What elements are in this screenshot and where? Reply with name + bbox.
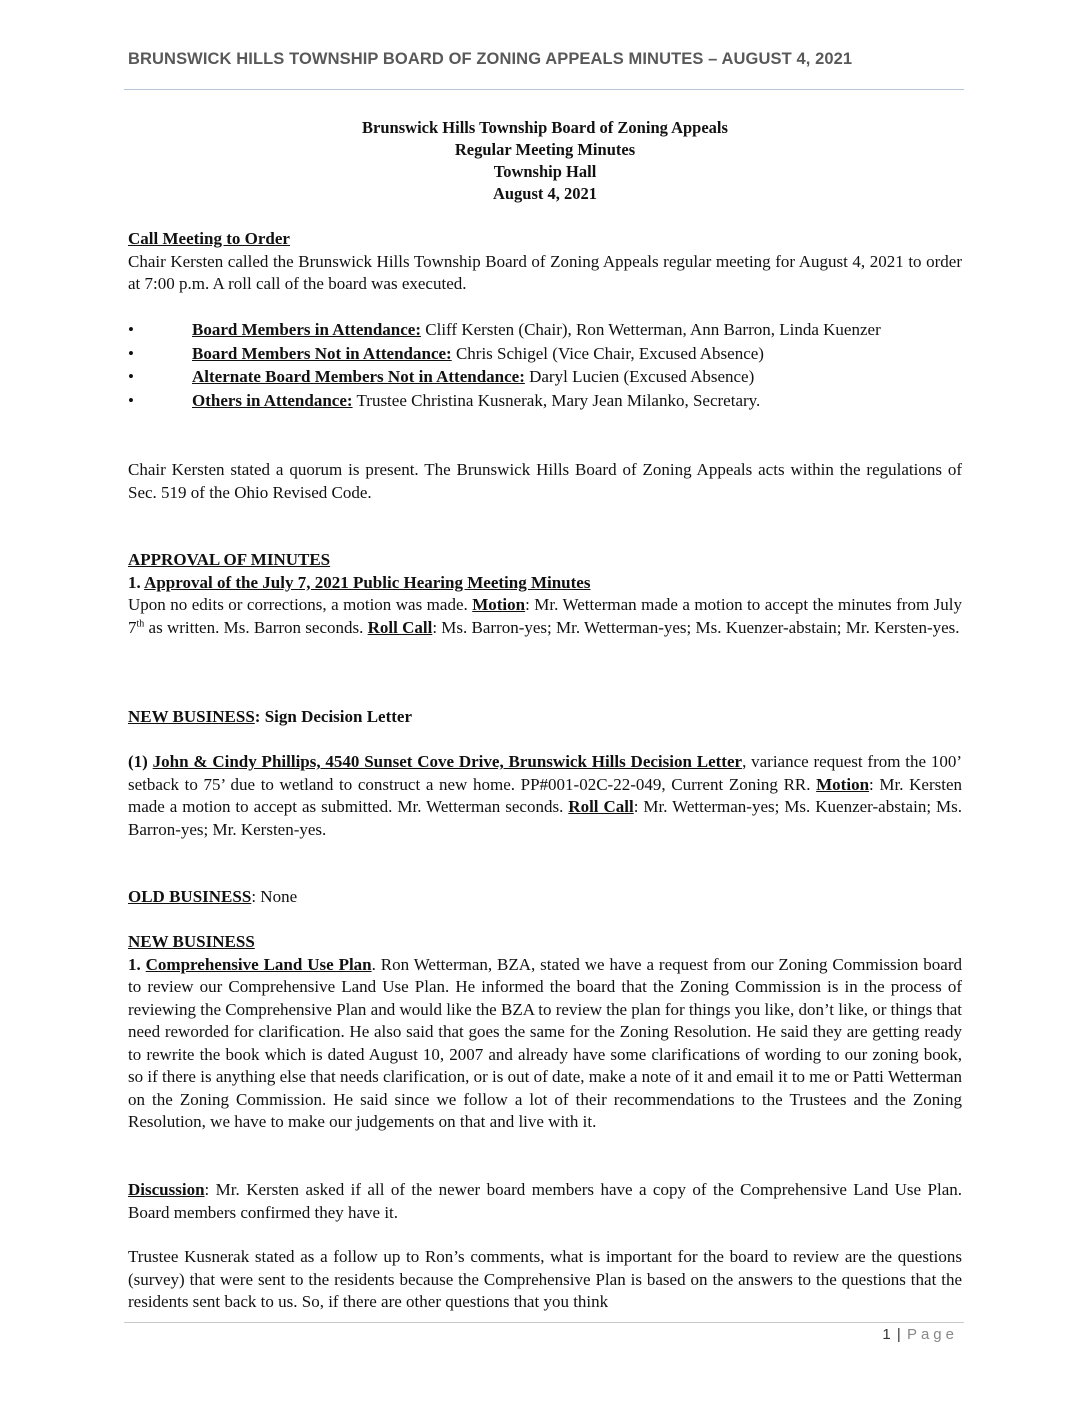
attendance-label: Board Members in Attendance: [192, 320, 422, 339]
trustee-paragraph: Trustee Kusnerak stated as a follow up to Ron’s comments, what is important for the board to review are the questions (survey) that were sent to the residents because the Comprehensive Plan is based on the answers to the questions that the residents sent back to us. So, if there are other questions that you think [128, 1247, 962, 1311]
ordinal-suffix: th [136, 617, 145, 629]
old-business-heading: OLD BUSINESS [128, 887, 252, 906]
new-business-heading: NEW BUSINESS [128, 932, 255, 951]
new-business-section [128, 931, 962, 1134]
page-label: Page [906, 1326, 958, 1343]
decision-text-3: : Mr. Wetterman-yes; Ms. Kuenzer-abstain; Ms. Barron-yes; Mr. Kersten-yes. [128, 797, 962, 839]
approval-section [128, 549, 962, 639]
title-line-4: August 4, 2021 [492, 184, 598, 203]
decision-letter-paragraph [128, 751, 962, 841]
call-to-order-text: Chair Kersten called the Brunswick Hills Township Board of Zoning Appeals regular meeting for August 4, 2021 to order at 7:00 p.m. A roll call of the board was executed. [128, 251, 962, 293]
title-line-3: Township Hall [493, 162, 597, 181]
attendance-item [128, 343, 962, 366]
old-business-text: : None [251, 887, 298, 906]
motion-label: Motion [472, 595, 526, 614]
motion-label: Motion [816, 774, 870, 794]
old-business-section [128, 886, 962, 909]
page-footer [882, 1326, 958, 1343]
page-header: BRUNSWICK HILLS TOWNSHIP BOARD OF ZONING APPEALS MINUTES – AUGUST 4, 2021 [128, 50, 853, 68]
new-business-sign-label: NEW BUSINESS [128, 707, 255, 726]
decision-item-title: John & Cindy Phillips, 4540 Sunset Cove Drive, Brunswick Hills Decision Letter [152, 752, 743, 771]
roll-call-label: Roll Call [367, 617, 433, 637]
attendance-label: Others in Attendance: [192, 390, 353, 410]
approval-heading: APPROVAL OF MINUTES [128, 550, 331, 569]
land-use-paragraph [128, 954, 962, 1134]
discussion-label: Discussion [128, 1180, 205, 1199]
title-line-1: Brunswick Hills Township Board of Zoning Appeals [362, 118, 728, 137]
decision-item-num: (1) [128, 752, 153, 771]
document-title [128, 117, 962, 205]
roll-call-label: Roll Call [568, 797, 634, 816]
call-to-order-heading: Call Meeting to Order [128, 229, 290, 248]
header-divider [124, 89, 964, 90]
new-business-sign-heading [128, 706, 962, 729]
discussion-text: : Mr. Kersten asked if all of the newer board members have a copy of the Comprehensive Land Use Plan. Board members confirmed they have it. [128, 1180, 962, 1222]
approval-item-num: 1. [128, 572, 145, 592]
attendance-text: Cliff Kersten (Chair), Ron Wetterman, Ann Barron, Linda Kuenzer [421, 320, 881, 339]
approval-text-3: as written. Ms. Barron seconds. [144, 617, 368, 637]
attendance-label: Board Members Not in Attendance: [192, 343, 452, 363]
discussion-paragraph [128, 1179, 962, 1224]
quorum-paragraph: Chair Kersten stated a quorum is present. The Brunswick Hills Board of Zoning Appeals acts within the regulations of Sec. 519 of the Ohio Revised Code. [128, 460, 962, 502]
land-use-item-num: 1. [128, 954, 146, 974]
land-use-item-title: Comprehensive Land Use Plan [145, 954, 372, 974]
approval-text [128, 594, 962, 639]
decision-text-1: , variance request from the 100’ setback to 75’ due to wetland to construct a new home. PP#001-02C-22-049, Current Zoning RR. [128, 752, 963, 794]
approval-text-2: : Mr. Wetterman made a motion to accept the minutes from July 7 [128, 595, 962, 637]
new-business-sign-rest: : Sign Decision Letter [254, 707, 413, 726]
approval-item-title: Approval of the July 7, 2021 Public Hearing Meeting Minutes [144, 572, 591, 592]
attendance-list [128, 319, 962, 413]
attendance-item [128, 319, 962, 342]
page-number: 1 [882, 1326, 892, 1343]
decision-text-2: : Mr. Kersten made a motion to accept as submitted. Mr. Wetterman seconds. [128, 774, 962, 816]
title-line-2: Regular Meeting Minutes [454, 140, 636, 159]
attendance-text: Daryl Lucien (Excused Absence) [524, 367, 755, 386]
call-to-order-section [128, 228, 962, 296]
attendance-text: Chris Schigel (Vice Chair, Excused Absence) [451, 343, 764, 363]
attendance-item [128, 390, 962, 413]
approval-text-4: : Ms. Barron-yes; Mr. Wetterman-yes; Ms. Kuenzer-abstain; Mr. Kersten-yes. [432, 617, 960, 637]
attendance-label: Alternate Board Members Not in Attendance: [192, 367, 525, 386]
land-use-text: . Ron Wetterman, BZA, stated we have a request from our Zoning Commission board to review our Comprehensive Land Use Plan. He informed the board that the Zoning Commission is in the process of reviewing the Comprehensive Plan and would like the BZA to review the plan for things you like, don’t like, or things that need reworded for clarification. He also said that goes the same for the Zoning Resolution. He said they are getting ready to rewrite the book which is dated August 10, 2007 and already have some clarifications of wording to our zoning book, so if there is anything else that needs clarification, or is out of date, make a note of it and email it to me or Patti Wetterman on the Zoning Commission. He said since we follow a lot of their recommendations to the Trustees and the Zoning Resolution, we have to make our judgements on that and live with it. [128, 954, 963, 1131]
attendance-item [128, 366, 962, 389]
footer-divider [124, 1322, 964, 1323]
page-separator: | [891, 1326, 907, 1343]
approval-text-1: Upon no edits or corrections, a motion was made. [128, 595, 473, 614]
attendance-text: Trustee Christina Kusnerak, Mary Jean Milanko, Secretary. [352, 390, 761, 410]
